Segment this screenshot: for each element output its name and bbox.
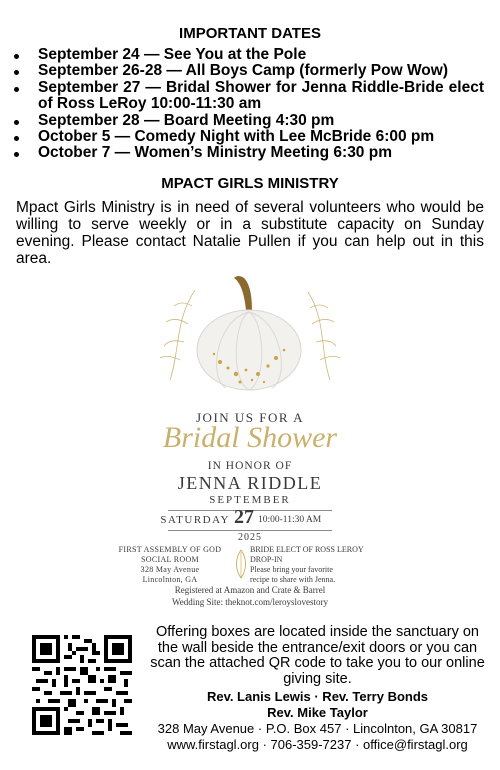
- bullet-icon: [14, 120, 19, 125]
- girls-ministry-heading: MPACT GIRLS MINISTRY: [161, 175, 339, 192]
- invite-script-title: Bridal Shower: [162, 421, 338, 454]
- invite-join-text: JOIN US FOR A: [196, 410, 304, 425]
- bullet-icon: [14, 54, 19, 59]
- bullet-icon: [14, 87, 19, 92]
- important-dates-heading: IMPORTANT DATES: [179, 25, 321, 42]
- address-line: 328 May Avenue · P.O. Box 457 · Lincolnton, GA 30817: [157, 721, 478, 736]
- invite-name: JENNA RIDDLE: [177, 473, 323, 493]
- invite-year: 2025: [238, 532, 262, 543]
- bullet-icon: [14, 136, 19, 141]
- list-item: October 5 — Comedy Night with Lee McBride 6:00 pm: [14, 129, 484, 145]
- contact-block: [150, 689, 485, 753]
- invite-weekday: SATURDAY: [160, 514, 230, 526]
- invite-venue-block: FIRST ASSEMBLY OF GOD SOCIAL ROOM 328 May Avenue Lincolnton, GA: [118, 545, 222, 584]
- offering-text: Offering boxes are located inside the sanctuary on the wall beside the entrance/exit doors or you can scan the attached QR code to take you to our online giving site.: [150, 624, 485, 687]
- list-item: September 26-28 — All Boys Camp (formerly Pow Wow): [14, 63, 484, 79]
- list-item: September 28 — Board Meeting 4:30 pm: [14, 113, 484, 129]
- leaf-icon: [234, 548, 248, 580]
- invite-bride-block: BRIDE ELECT OF ROSS LEROY DROP-IN Please bring your favorite recipe to share with Jenna.: [250, 545, 364, 584]
- pumpkin-illustration: [150, 270, 350, 410]
- invite-honor-text: IN HONOR OF: [207, 460, 293, 472]
- list-item: September 24 — See You at the Pole: [14, 47, 484, 63]
- girls-ministry-body: Mpact Girls Ministry is in need of several volunteers who would be willing to serve weekly or in a substitute capacity on Sunday evening. Please contact Natalie Pullen if you can help out in this area.: [16, 199, 484, 267]
- invite-time: 10:00-11:30 AM: [258, 515, 322, 525]
- invite-day: 27: [234, 506, 254, 528]
- divider: [168, 530, 332, 531]
- invite-wedding-site: Wedding Site: theknot.com/leroyslovestory: [171, 597, 328, 607]
- list-item: October 7 — Women’s Ministry Meeting 6:30 pm: [14, 145, 484, 161]
- invite-month: SEPTEMBER: [209, 494, 291, 506]
- contact-line: www.firstagl.org · 706-359-7237 · office@firstagl.org: [167, 737, 468, 752]
- pastor-line-2: Rev. Mike Taylor: [267, 705, 368, 720]
- list-item: September 27 — Bridal Shower for Jenna Riddle-Bride elect of Ross LeRoy 10:00-11:30 am: [14, 80, 484, 113]
- pastors-line: Rev. Lanis Lewis · Rev. Terry Bonds: [206, 689, 429, 704]
- bullet-icon: [14, 152, 19, 157]
- important-dates-list: [14, 47, 484, 162]
- qr-code[interactable]: [32, 635, 132, 735]
- bullet-icon: [14, 70, 19, 75]
- invite-registry: Registered at Amazon and Crate & Barrel: [174, 585, 326, 595]
